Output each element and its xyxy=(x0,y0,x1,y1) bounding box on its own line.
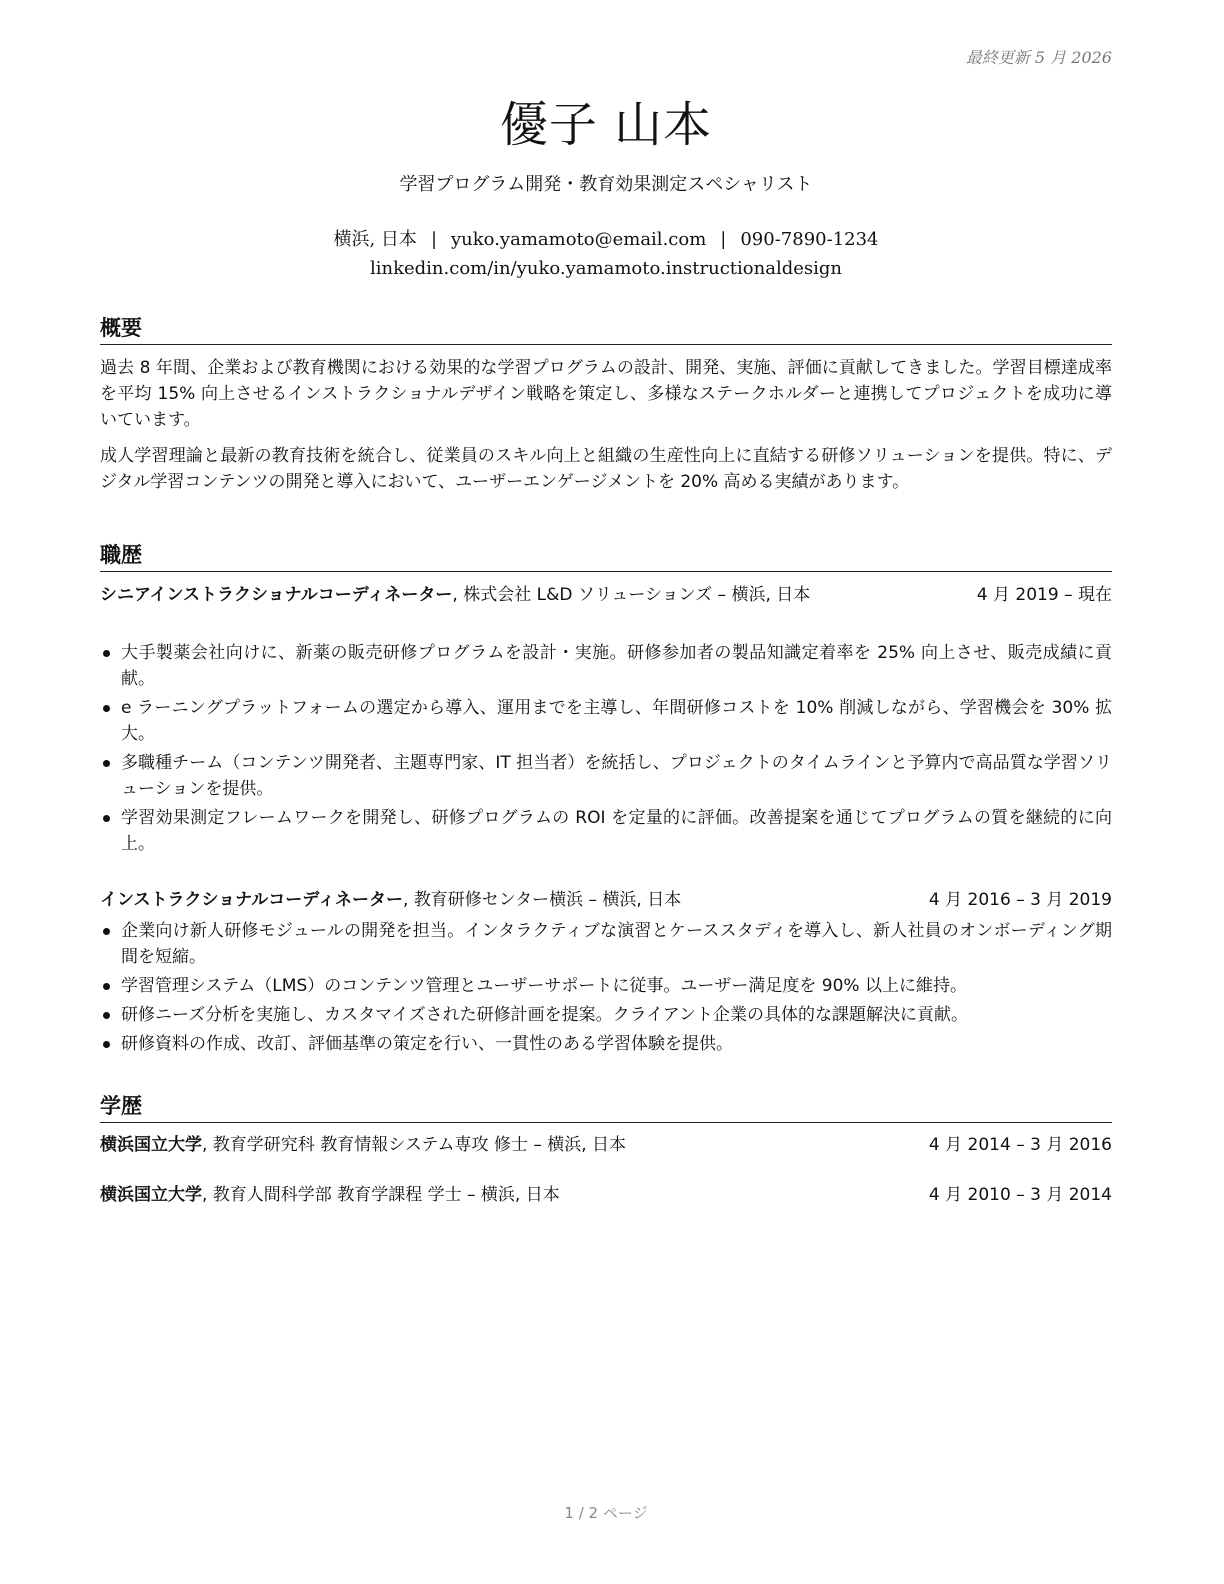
school-name: 横浜国立大学 xyxy=(100,1185,202,1205)
list-item: e ラーニングプラットフォームの選定から導入、運用までを主導し、年間研修コストを 10% 削減しながら、学習機会を 30% 拡大。 xyxy=(100,695,1112,747)
job-role: インストラクショナルコーディネーター xyxy=(100,890,403,910)
list-item: 学習管理システム（LMS）のコンテンツ管理とユーザーサポートに従事。ユーザー満足度を 90% 以上に維持。 xyxy=(100,973,1112,999)
job-bullets xyxy=(100,918,1112,1060)
section-heading-summary: 概要 xyxy=(100,312,1112,345)
list-item: 大手製薬会社向けに、新薬の販売研修プログラムを設計・実施。研修参加者の製品知識定着率を 25% 向上させ、販売成績に貢献。 xyxy=(100,640,1112,692)
phone-number: 090-7890-1234 xyxy=(740,229,879,250)
summary-paragraph: 成人学習理論と最新の教育技術を統合し、従業員のスキル向上と組織の生産性向上に直結する研修ソリューションを提供。特に、デジタル学習コンテンツの開発と導入において、ユーザーエンゲージメントを 20% 高める実績があります。 xyxy=(100,446,1112,492)
contact-separator: | xyxy=(720,229,727,250)
education-dates: 4 月 2014 – 3 月 2016 xyxy=(928,1135,1112,1155)
job-header xyxy=(100,887,1112,913)
section-heading-experience: 職歴 xyxy=(100,539,1112,572)
job-role: シニアインストラクショナルコーディネーター xyxy=(100,585,453,605)
list-item: 研修資料の作成、改訂、評価基準の策定を行い、一貫性のある学習体験を提供。 xyxy=(100,1031,1112,1057)
job-header xyxy=(100,582,1112,608)
summary-paragraph: 過去 8 年間、企業および教育機関における効果的な学習プログラムの設計、開発、実施、評価に貢献してきました。学習目標達成率を平均 15% 向上させるインストラクショナルデザイン戦略を策定し、多様なステークホルダーと連携してプロジェクトを成功に導いています。 xyxy=(100,358,1112,430)
job-org: , 株式会社 L&D ソリューションズ – 横浜, 日本 xyxy=(452,585,811,605)
last-updated: 最終更新 5 月 2026 xyxy=(965,48,1112,67)
contact-separator: | xyxy=(430,229,438,250)
education-entry xyxy=(100,1132,1112,1158)
email-link[interactable]: yuko.yamamoto@email.com xyxy=(451,229,707,250)
location: 横浜, 日本 xyxy=(333,229,417,250)
contact-line xyxy=(100,225,1112,251)
tagline: 学習プログラム開発・教育効果測定スペシャリスト xyxy=(399,174,813,195)
degree-detail: , 教育人間科学部 教育学課程 学士 – 横浜, 日本 xyxy=(202,1185,560,1205)
page-indicator: 1 / 2 ページ xyxy=(564,1504,648,1522)
section-heading-education: 学歴 xyxy=(100,1090,1112,1123)
job-bullets xyxy=(100,640,1112,860)
job-org: , 教育研修センター横浜 – 横浜, 日本 xyxy=(402,890,682,910)
list-item: 学習効果測定フレームワークを開発し、研修プログラムの ROI を定量的に評価。改善提案を通じてプログラムの質を継続的に向上。 xyxy=(100,805,1112,857)
job-dates: 4 月 2019 – 現在 xyxy=(976,585,1112,605)
degree-detail: , 教育学研究科 教育情報システム専攻 修士 – 横浜, 日本 xyxy=(202,1135,627,1155)
candidate-name: 優子 山本 xyxy=(499,97,713,153)
school-name: 横浜国立大学 xyxy=(100,1135,202,1155)
education-entry xyxy=(100,1182,1112,1208)
list-item: 研修ニーズ分析を実施し、カスタマイズされた研修計画を提案。クライアント企業の具体的な課題解決に貢献。 xyxy=(100,1002,1112,1028)
list-item: 企業向け新人研修モジュールの開発を担当。インタラクティブな演習とケーススタディを導入し、新人社員のオンボーディング期間を短縮。 xyxy=(100,918,1112,970)
list-item: 多職種チーム（コンテンツ開発者、主題専門家、IT 担当者）を統括し、プロジェクトのタイムラインと予算内で高品質な学習ソリューションを提供。 xyxy=(100,750,1112,802)
linkedin-link[interactable]: linkedin.com/in/yuko.yamamoto.instructionaldesign xyxy=(369,258,842,279)
education-dates: 4 月 2010 – 3 月 2014 xyxy=(928,1185,1112,1205)
job-dates: 4 月 2016 – 3 月 2019 xyxy=(928,890,1112,910)
